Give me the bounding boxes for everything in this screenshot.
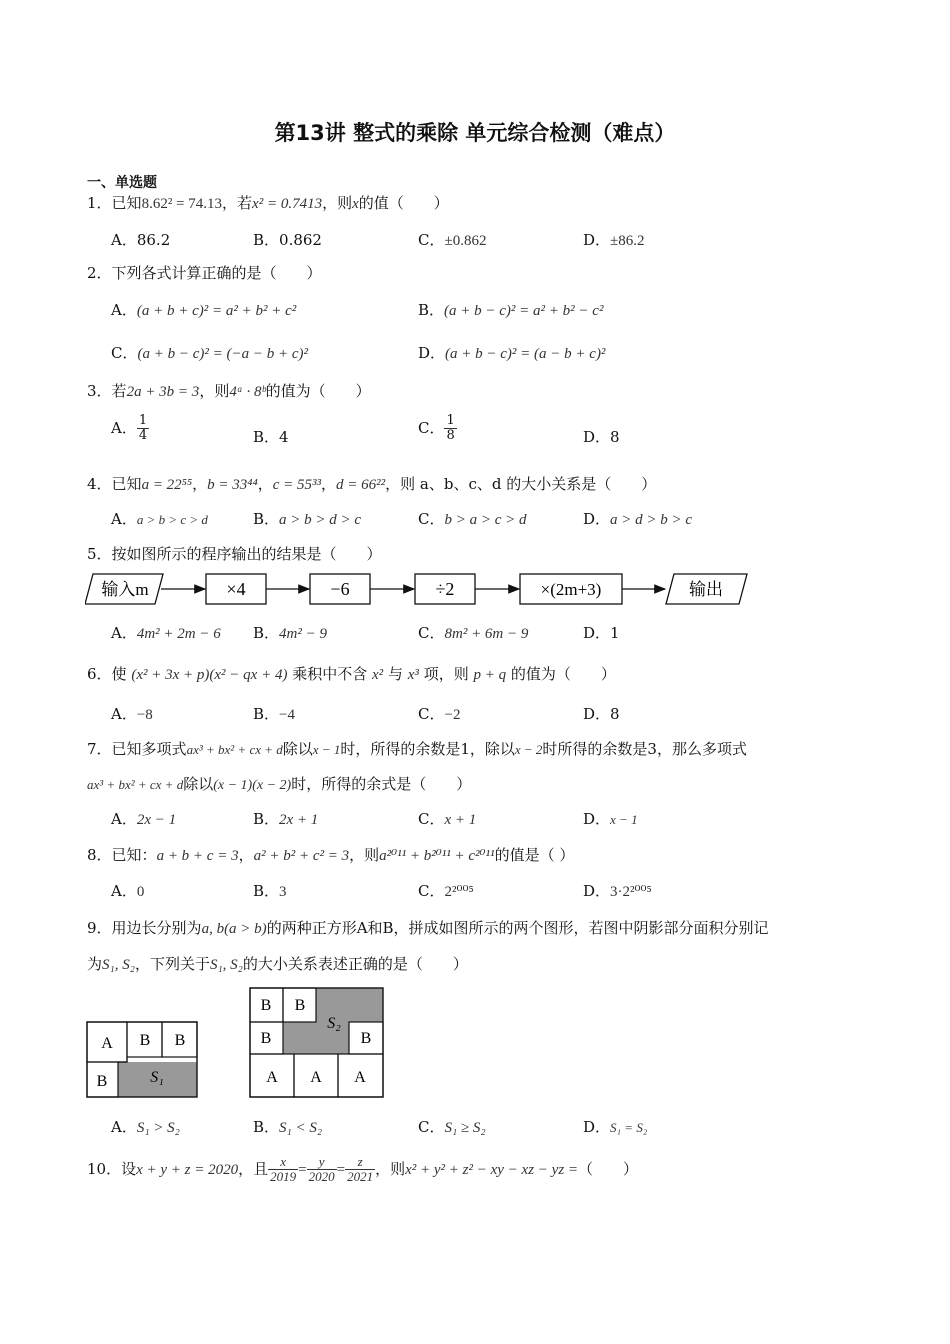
stem-text: 已知 (111, 194, 142, 212)
stem-text: ， (192, 475, 208, 493)
question-number: 2． (87, 264, 112, 282)
fraction (137, 414, 149, 444)
math: a, b(a > b) (201, 921, 267, 937)
option-letter: C． (418, 810, 445, 828)
label-a: A (266, 1069, 278, 1086)
stem-text: （ ） (578, 1159, 639, 1178)
option-letter: B． (253, 428, 280, 446)
question-2 (87, 262, 322, 283)
option-text: 3·2²⁰⁰⁵ (610, 884, 652, 900)
option-a[interactable] (111, 808, 176, 829)
edge (118, 1057, 127, 1062)
option-d[interactable] (583, 703, 620, 724)
stem-text: 用边长分别为 (111, 919, 202, 937)
option-letter: A． (111, 1118, 137, 1136)
question-3 (87, 380, 371, 401)
option-letter: A． (111, 810, 137, 828)
option-text: 4 (279, 428, 289, 446)
label-b: B (139, 1032, 151, 1049)
option-letter: A． (111, 705, 137, 723)
denominator: 2021 (347, 1169, 374, 1185)
stem-text: 乘积中不含 (292, 665, 368, 683)
fraction (444, 414, 456, 444)
option-b[interactable] (253, 229, 322, 250)
stem-text: 的值为（ ） (265, 382, 371, 400)
label-b: B (260, 1030, 272, 1047)
option-c[interactable] (418, 880, 474, 901)
option-text: a > b > c > d (136, 512, 208, 527)
option-text: 86.2 (136, 231, 171, 249)
option-text: a > b > d > c (279, 512, 362, 528)
option-text: b > a > c > d (444, 512, 527, 528)
option-letter: B． (418, 301, 445, 319)
math: a = 22⁵⁵ (141, 477, 193, 493)
option-text: S₁ < S₂ (279, 1120, 323, 1136)
option-text: S₁ ≥ S₂ (444, 1120, 486, 1136)
stem-text: ， (257, 475, 273, 493)
option-letter: C． (418, 624, 445, 642)
numerator: 1 (446, 413, 455, 428)
option-text: S₁ > S₂ (136, 1120, 180, 1136)
math: a²⁰¹¹ + b²⁰¹¹ + c²⁰¹¹ (379, 848, 495, 864)
option-letter: D． (583, 882, 611, 900)
math: b = 33⁴⁴ (207, 477, 258, 493)
option-letter: C． (418, 418, 445, 437)
stem-text: ，则 (322, 194, 353, 212)
label-b: B (294, 997, 306, 1014)
label-a: A (101, 1035, 113, 1052)
label-s1: S₁ (150, 1069, 164, 1086)
question-number: 4． (87, 475, 112, 493)
stem-text: ，则 a、b、c、d 的大小关系是（ ） (385, 475, 657, 493)
question-number: 3． (87, 382, 112, 400)
math: (x − 1)(x − 2) (213, 778, 292, 793)
math: x − 1 (312, 742, 341, 757)
option-text: 2x + 1 (279, 812, 319, 828)
option-letter: B． (253, 510, 280, 528)
math: p + q (473, 667, 507, 683)
option-b[interactable] (253, 1116, 322, 1137)
option-b[interactable] (253, 880, 287, 901)
figure-1 (85, 1020, 200, 1100)
option-letter: C． (418, 1118, 445, 1136)
option-letter: B． (253, 231, 280, 249)
figure-2 (248, 986, 386, 1100)
option-a[interactable] (111, 703, 153, 724)
question-number: 6． (87, 665, 112, 683)
question-number: 5． (87, 545, 112, 563)
option-text: −4 (279, 707, 295, 723)
page-title: 第13讲 整式的乘除 单元综合检测（难点） (274, 121, 676, 145)
question-5 (87, 543, 382, 564)
question-10 (87, 1155, 638, 1185)
math: ax³ + bx² + cx + d (186, 742, 283, 757)
option-c[interactable] (111, 342, 308, 363)
numerator: x (268, 1155, 298, 1170)
question-7-line-2 (87, 773, 471, 794)
option-text: 8 (610, 705, 620, 723)
flow-input-label: 输入m (101, 580, 149, 599)
option-b[interactable] (253, 426, 289, 447)
option-a[interactable] (111, 880, 144, 901)
option-d[interactable] (583, 808, 638, 829)
option-text: ±0.862 (444, 233, 487, 249)
flow-step-label: −6 (330, 579, 350, 599)
option-letter: D． (418, 344, 446, 362)
option-letter: D． (583, 705, 611, 723)
stem-text: 下列各式计算正确的是（ ） (111, 264, 322, 282)
math: x (352, 196, 359, 212)
option-letter: B． (253, 705, 280, 723)
option-c[interactable] (418, 1116, 486, 1137)
math: 4ᵃ · 8ᵇ (229, 384, 266, 400)
option-d[interactable] (583, 622, 620, 643)
question-7 (87, 738, 747, 759)
option-letter: C． (418, 705, 445, 723)
option-c[interactable] (418, 229, 486, 250)
option-c[interactable] (418, 808, 476, 829)
label-a: A (310, 1069, 322, 1086)
question-9-line-2 (87, 953, 468, 974)
question-4 (87, 473, 656, 494)
option-d[interactable] (583, 229, 645, 250)
numerator: z (345, 1155, 375, 1170)
question-number: 10． (87, 1159, 122, 1178)
numerator: 1 (138, 413, 148, 428)
math: x² (372, 667, 384, 683)
option-letter: D． (583, 1118, 611, 1136)
question-number: 9． (87, 919, 112, 937)
section-heading: 一、单选题 (87, 175, 157, 191)
option-letter: C． (111, 344, 138, 362)
option-text: (a + b − c)² = a² + b² − c² (444, 303, 604, 319)
option-a[interactable] (111, 1116, 180, 1137)
option-letter: B． (253, 810, 280, 828)
label-b: B (360, 1030, 372, 1047)
option-letter: D． (583, 428, 611, 446)
flow-step-label: ×4 (226, 579, 246, 599)
option-letter: D． (583, 231, 611, 249)
math: x − 2 (514, 742, 543, 757)
option-c[interactable] (418, 622, 528, 643)
stem-text: ，则 (199, 382, 230, 400)
flow-step-label: ×(2m+3) (540, 580, 602, 599)
stem-text: ，若 (222, 194, 253, 212)
option-c[interactable] (418, 508, 527, 529)
option-text: S₁ = S₂ (610, 1120, 648, 1135)
option-letter: D． (583, 810, 611, 828)
stem-text: 为 (87, 955, 103, 973)
option-letter: A． (111, 418, 137, 437)
option-d[interactable] (583, 508, 692, 529)
option-text: 8 (610, 428, 620, 446)
math: x² + y² + z² − xy − xz − yz = (405, 1161, 579, 1178)
option-letter: A． (111, 510, 137, 528)
stem-text: 按如图所示的程序输出的结果是（ ） (111, 545, 382, 563)
stem-text: ， (238, 846, 254, 864)
option-letter: A． (111, 624, 137, 642)
fraction (345, 1155, 375, 1185)
question-number: 1． (87, 194, 112, 212)
option-a[interactable] (111, 508, 208, 529)
option-letter: A． (111, 231, 137, 249)
question-number: 8． (87, 846, 112, 864)
option-text: 4m² − 9 (279, 626, 327, 642)
stem-text: ，则 (375, 1159, 406, 1178)
option-d[interactable] (583, 426, 620, 447)
stem-text: ， (321, 475, 337, 493)
option-letter: C． (418, 231, 445, 249)
denominator: 2019 (270, 1169, 297, 1185)
fraction (268, 1155, 298, 1185)
option-b[interactable] (418, 299, 603, 320)
option-text: −2 (444, 707, 461, 723)
option-text: x + 1 (444, 812, 477, 828)
label-s2: S₂ (327, 1015, 341, 1032)
option-letter: C． (418, 882, 445, 900)
option-b[interactable] (253, 703, 295, 724)
option-b[interactable] (253, 622, 327, 643)
question-6 (87, 663, 616, 684)
option-text: −8 (136, 707, 153, 723)
math: a² + b² + c² = 3 (253, 848, 350, 864)
option-a[interactable] (111, 414, 149, 444)
math: d = 66²² (336, 477, 386, 493)
label-a: A (354, 1069, 366, 1086)
option-letter: C． (418, 510, 445, 528)
option-text: x − 1 (610, 812, 638, 827)
option-text: 2²⁰⁰⁵ (444, 884, 474, 900)
flow-step-label: ÷2 (435, 579, 455, 599)
program-flowchart (85, 570, 755, 610)
question-8 (87, 844, 574, 865)
option-c[interactable] (418, 703, 460, 724)
option-d[interactable] (583, 1116, 647, 1137)
option-text: (a + b + c)² = a² + b² + c² (136, 303, 297, 319)
stem-text: 使 (111, 665, 127, 683)
option-letter: A． (111, 882, 137, 900)
option-text: 0 (136, 884, 145, 900)
math: a + b + c = 3 (156, 848, 239, 864)
option-text: 8m² + 6m − 9 (444, 626, 529, 642)
stem-text: 的大小关系表述正确的是（ ） (242, 955, 468, 973)
stem-text: 的值为（ ） (510, 665, 616, 683)
label-b: B (260, 997, 272, 1014)
question-9 (87, 917, 769, 938)
stem-text: 的值是（ ） (494, 846, 575, 864)
stem-text: 时，所得的余式是（ ） (291, 775, 472, 793)
option-text: ±86.2 (610, 233, 645, 249)
math: c = 55³³ (272, 477, 321, 493)
label-b: B (96, 1073, 108, 1090)
option-text: a > d > b > c (610, 512, 693, 528)
option-letter: D． (583, 510, 611, 528)
numerator: y (307, 1155, 337, 1170)
stem-text: 的值（ ） (358, 194, 449, 212)
equals: = (336, 1161, 346, 1178)
stem-text: 除以 (282, 740, 313, 758)
denominator: 4 (138, 428, 148, 444)
stem-text: 已知多项式 (111, 740, 187, 758)
stem-text: ，下列关于 (134, 955, 210, 973)
option-letter: D． (583, 624, 611, 642)
math: x + y + z = 2020 (136, 1161, 239, 1178)
option-d[interactable] (583, 880, 652, 901)
math: S₁, S₂ (209, 957, 243, 973)
stem-text: 设 (121, 1159, 137, 1178)
denominator: 2020 (308, 1169, 335, 1185)
stem-text: 时，所得的余数是1，除以 (340, 740, 515, 758)
stem-text: 与 (387, 665, 403, 683)
option-text: 3 (279, 884, 287, 900)
option-a[interactable] (111, 299, 296, 320)
math: 8.62² = 74.13 (141, 196, 223, 212)
math: x² = 0.7413 (252, 196, 323, 212)
option-text: 2x − 1 (136, 812, 177, 828)
math: x³ (407, 667, 419, 683)
fraction (307, 1155, 337, 1185)
option-a[interactable] (111, 622, 221, 643)
option-letter: A． (111, 301, 137, 319)
stem-text: 项，则 (423, 665, 469, 683)
option-b[interactable] (253, 508, 361, 529)
equals: = (298, 1161, 307, 1178)
stem-text: 已知 (111, 475, 142, 493)
option-d[interactable] (418, 342, 605, 363)
math: S₁, S₂ (102, 957, 135, 973)
question-number: 7． (87, 740, 112, 758)
option-b[interactable] (253, 808, 318, 829)
option-a[interactable] (111, 229, 170, 250)
denominator: 8 (446, 428, 455, 444)
stem-text: 的两种正方形A和B，拼成如图所示的两个图形，若图中阴影部分面积分别记 (266, 919, 769, 937)
stem-text: 已知： (111, 846, 157, 864)
stem-text: 若 (111, 382, 127, 400)
stem-text: ，则 (349, 846, 380, 864)
option-letter: B． (253, 1118, 280, 1136)
option-letter: B． (253, 624, 280, 642)
flow-output-label: 输出 (689, 580, 723, 599)
stem-text: ，且 (238, 1159, 269, 1178)
question-1 (87, 192, 449, 213)
option-text: 4m² + 2m − 6 (136, 626, 221, 642)
math: ax³ + bx² + cx + d (87, 777, 184, 792)
stem-text: 时所得的余数是3，那么多项式 (542, 740, 747, 758)
math: 2a + 3b = 3 (126, 384, 200, 400)
option-text: (a + b − c)² = (−a − b + c)² (137, 346, 309, 362)
option-text: 1 (610, 624, 620, 642)
stem-text: 除以 (183, 775, 214, 793)
option-text: 0.862 (279, 231, 322, 249)
label-b: B (174, 1032, 186, 1049)
option-text: (a + b − c)² = (a − b + c)² (445, 346, 606, 362)
option-c[interactable] (418, 414, 457, 444)
option-letter: B． (253, 882, 280, 900)
math: (x² + 3x + p)(x² − qx + 4) (131, 667, 288, 683)
